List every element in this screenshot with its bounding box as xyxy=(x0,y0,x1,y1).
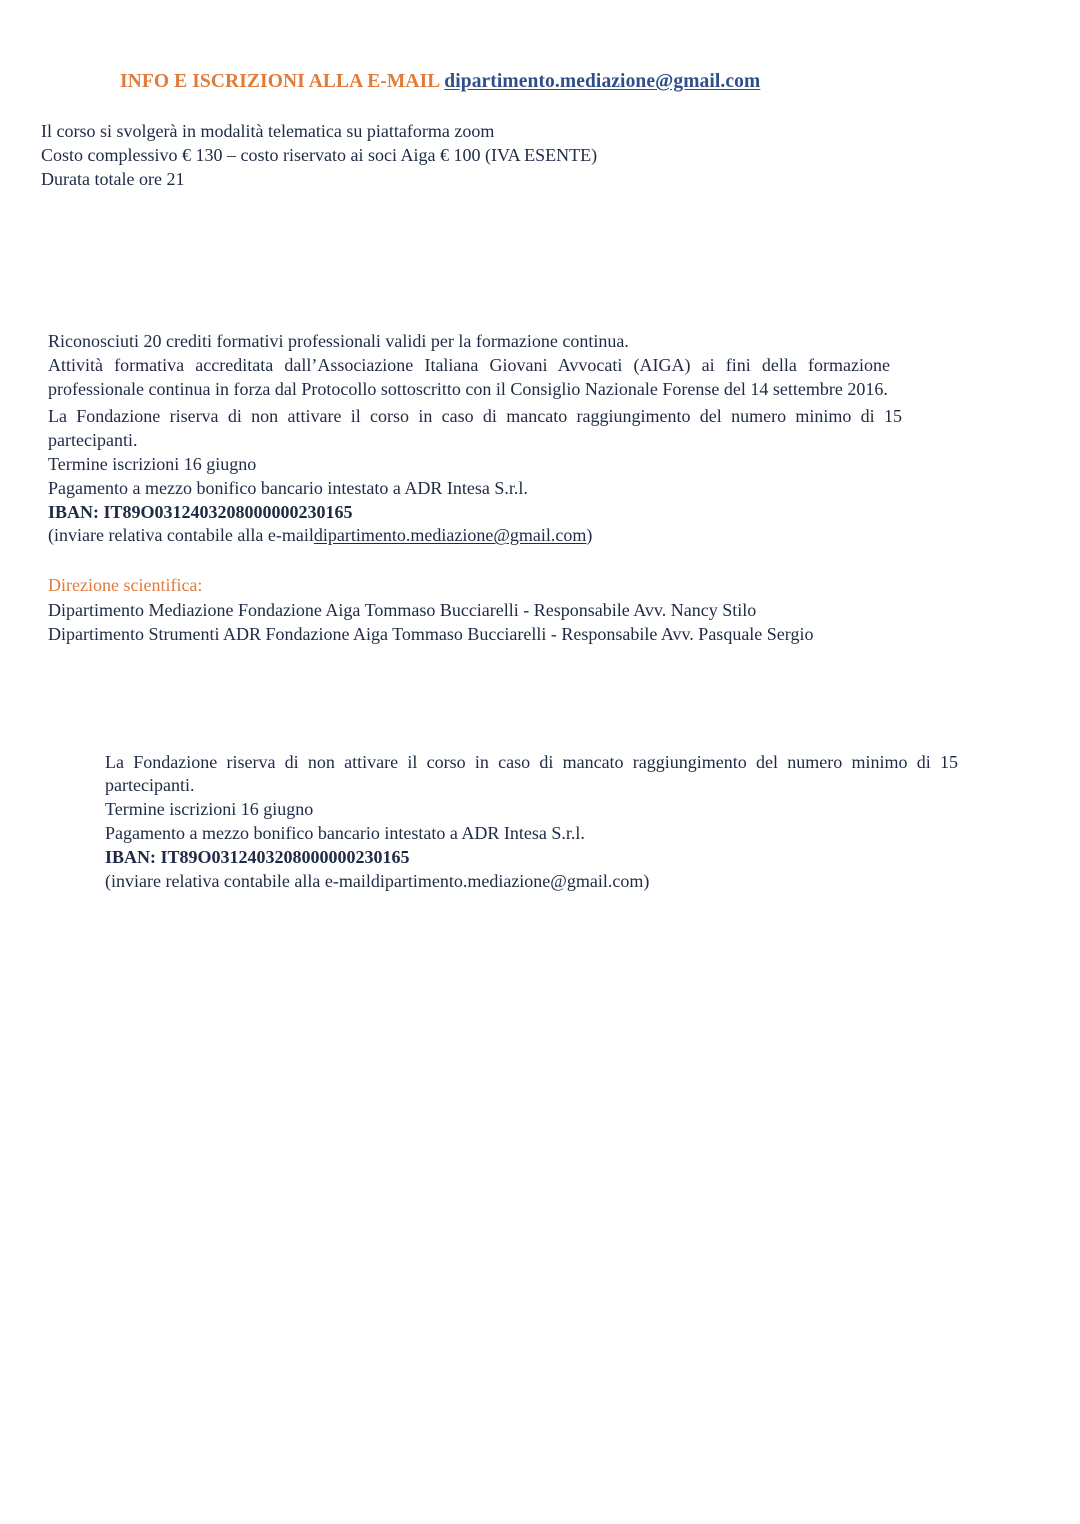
direction-line1: Dipartimento Mediazione Fondazione Aiga Tommaso Bucciarelli - Responsabile Avv. Nancy Stilo xyxy=(48,600,757,620)
header-email-link[interactable]: dipartimento.mediazione@gmail.com xyxy=(444,71,761,92)
reserve-text-line1: La Fondazione riserva di non attivare il corso in caso di mancato raggiungimento del numero minimo di 15 xyxy=(48,406,902,426)
reserve-text-line2: partecipanti. xyxy=(48,430,138,450)
deadline-text: Termine iscrizioni 16 giugno xyxy=(48,454,257,474)
direction-title: Direzione scientifica: xyxy=(48,575,203,595)
send-receipt-email-link[interactable]: dipartimento.mediazione@gmail.com xyxy=(313,525,587,545)
course-mode-text: Il corso si svolgerà in modalità telematica su piattaforma zoom xyxy=(41,121,495,141)
iban-text-repeat: IBAN: IT89O0312403208000000230165 xyxy=(105,847,410,867)
payment-text: Pagamento a mezzo bonifico bancario intestato a ADR Intesa S.r.l. xyxy=(48,478,528,498)
send-receipt-text xyxy=(48,523,592,547)
reserve-text-line2-repeat: partecipanti. xyxy=(105,775,195,795)
send-receipt-suffix: ) xyxy=(586,525,593,545)
course-duration-text: Durata totale ore 21 xyxy=(41,169,185,189)
aiga-accreditation-line2: professionale continua in forza dal Protocollo sottoscritto con il Consiglio Nazionale Forense del 14 settembre 2016. xyxy=(48,379,888,399)
deadline-text-repeat: Termine iscrizioni 16 giugno xyxy=(105,799,314,819)
info-header-label: INFO E ISCRIZIONI ALLA E-MAIL xyxy=(120,71,440,92)
credits-text: Riconosciuti 20 crediti formativi professionali validi per la formazione continua. xyxy=(48,331,629,351)
aiga-accreditation-line1: Attività formativa accreditata dall’Associazione Italiana Giovani Avvocati (AIGA) ai fini della formazione xyxy=(48,355,890,375)
send-receipt-text-repeat: (inviare relativa contabile alla e-maildipartimento.mediazione@gmail.com) xyxy=(105,871,650,891)
send-receipt-prefix: (inviare relativa contabile alla e-mail xyxy=(48,525,314,545)
payment-text-repeat: Pagamento a mezzo bonifico bancario intestato a ADR Intesa S.r.l. xyxy=(105,823,585,843)
course-cost-text: Costo complessivo € 130 – costo riservato ai soci Aiga € 100 (IVA ESENTE) xyxy=(41,145,598,165)
reserve-text-line1-repeat: La Fondazione riserva di non attivare il corso in caso di mancato raggiungimento del numero minimo di 15 xyxy=(105,752,958,772)
info-header xyxy=(120,70,760,94)
direction-line2: Dipartimento Strumenti ADR Fondazione Aiga Tommaso Bucciarelli - Responsabile Avv. Pasquale Sergio xyxy=(48,624,814,644)
iban-text: IBAN: IT89O0312403208000000230165 xyxy=(48,502,353,522)
